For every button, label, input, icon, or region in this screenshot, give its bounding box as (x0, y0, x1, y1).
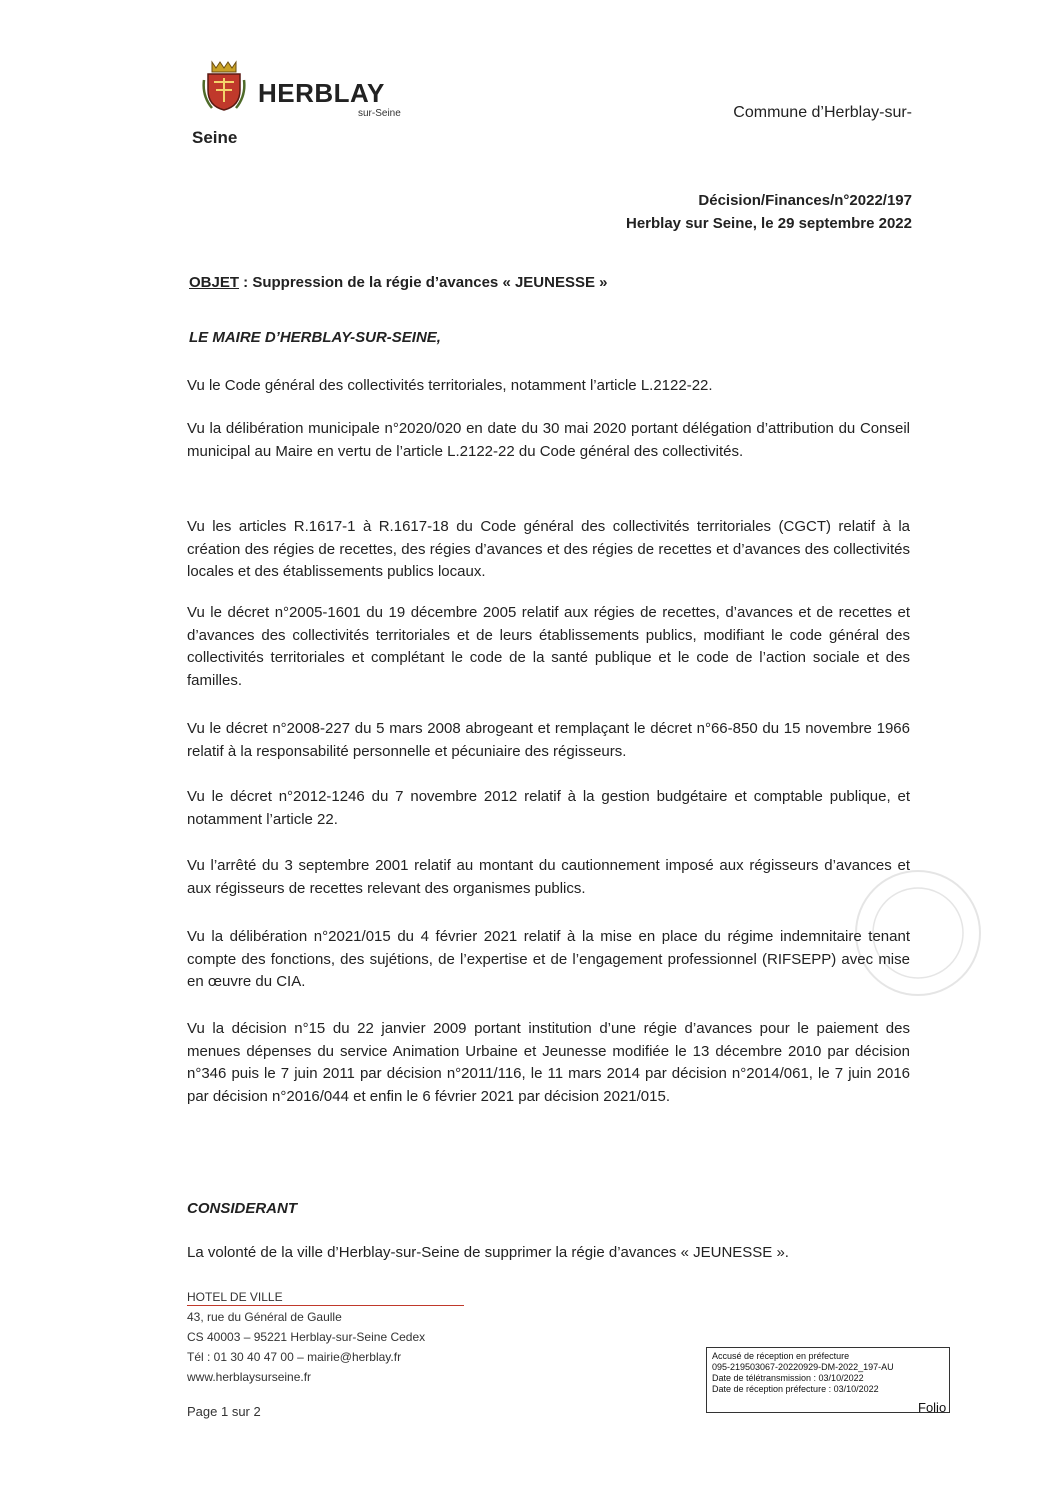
considerant-text: La volonté de la ville d’Herblay-sur-Seine de supprimer la régie d’avances « JEUNESSE ». (187, 1244, 789, 1261)
visa-paragraph: Vu le décret n°2012-1246 du 7 novembre 2012 relatif à la gestion budgétaire et comptable publique, et notamment l’article 22. (187, 788, 910, 828)
visa-paragraph: Vu le décret n°2005-1601 du 19 décembre 2005 relatif aux régies de recettes, d’avances et de recettes et d’avances des collectivités territoriales et de leurs établissements publics, modifiant le code général des collectivités territoriales et complétant le code de la santé publique et le code de l’action sociale et des familles. (187, 604, 910, 689)
footer-divider (187, 1305, 464, 1306)
logo-subtitle: sur-Seine (358, 108, 401, 119)
visa-paragraph: Vu la délibération municipale n°2020/020 en date du 30 mai 2020 portant délégation d’attribution du Conseil municipal au Maire en vertu de l’article L.2122-22 du Code général des collectivités. (187, 420, 910, 460)
page-number: Page 1 sur 2 (187, 1404, 261, 1419)
receipt-line: Accusé de réception en préfecture (712, 1351, 850, 1361)
prefecture-receipt-box (706, 1347, 950, 1413)
considerant-title: CONSIDERANT (187, 1200, 298, 1217)
receipt-line: 095-219503067-20220929-DM-2022_197-AU (712, 1362, 894, 1372)
receipt-line: Date de télétransmission : 03/10/2022 (712, 1373, 864, 1383)
footer-contact: Tél : 01 30 40 47 00 – mairie@herblay.fr (187, 1350, 402, 1364)
footer-address (187, 1287, 477, 1387)
subject-label: OBJET (189, 274, 240, 291)
logo-name: HERBLAY (258, 78, 385, 108)
logo (192, 58, 428, 153)
visa-paragraph: Vu le Code général des collectivités territoriales, notamment l’article L.2122-22. (187, 377, 713, 394)
footer-address-line: 43, rue du Général de Gaulle (187, 1310, 342, 1324)
visa-paragraph: Vu le décret n°2008-227 du 5 mars 2008 abrogeant et remplaçant le décret n°66-850 du 15 novembre 1966 relatif à la responsabilité personnelle et pécuniaire des régisseurs. (187, 720, 910, 760)
footer-website: www.herblaysurseine.fr (187, 1370, 312, 1384)
receipt-line: Date de réception préfecture : 03/10/2022 (712, 1384, 879, 1394)
visa-paragraph: Vu l’arrêté du 3 septembre 2001 relatif au montant du cautionnement imposé aux régisseurs d’avances et aux régisseurs de recettes relevant des organismes publics. (187, 857, 910, 897)
visa-paragraph: Vu la délibération n°2021/015 du 4 février 2021 relatif à la mise en place du régime indemnitaire tenant compte des fonctions, des sujétions, de l’expertise et de l’engagement professionnel (RIFSEPP) avec mise en œuvre du CIA. (187, 928, 910, 991)
official-stamp-icon (848, 858, 988, 1008)
logo-seine: Seine (192, 128, 238, 147)
commune-name: Commune d’Herblay-sur- (733, 104, 912, 121)
coat-of-arms-icon (202, 60, 246, 112)
subject-line (189, 274, 608, 291)
decision-date: Herblay sur Seine, le 29 septembre 2022 (626, 215, 912, 232)
visa-paragraph: Vu les articles R.1617-1 à R.1617-18 du Code général des collectivités territoriales (CGCT) relatif à la création des régies de recettes, des régies d’avances et des régies de recettes et d’avances des collectivités locales et des établissements publics locaux. (187, 518, 910, 581)
subject-text: : Suppression de la régie d’avances « JEUNESSE » (239, 274, 608, 291)
decision-reference: Décision/Finances/n°2022/197 (698, 192, 912, 209)
folio-label: Folio (918, 1400, 947, 1415)
maire-title: LE MAIRE D’HERBLAY-SUR-SEINE, (189, 329, 441, 346)
visa-paragraph: Vu la décision n°15 du 22 janvier 2009 portant institution d’une régie d’avances pour le paiement des menues dépenses du service Animation Urbaine et Jeunesse modifiée le 13 décembre 2010 par décision n°346 puis le 7 juin 2011 par décision n°2011/116, le 11 mars 2014 par décision n°2014/061, le 7 juin 2016 par décision n°2016/044 et enfin le 6 février 2021 par décision 2021/015. (187, 1020, 910, 1105)
footer-address-line: CS 40003 – 95221 Herblay-sur-Seine Cedex (187, 1330, 426, 1344)
footer-hotel: HOTEL DE VILLE (187, 1290, 283, 1304)
